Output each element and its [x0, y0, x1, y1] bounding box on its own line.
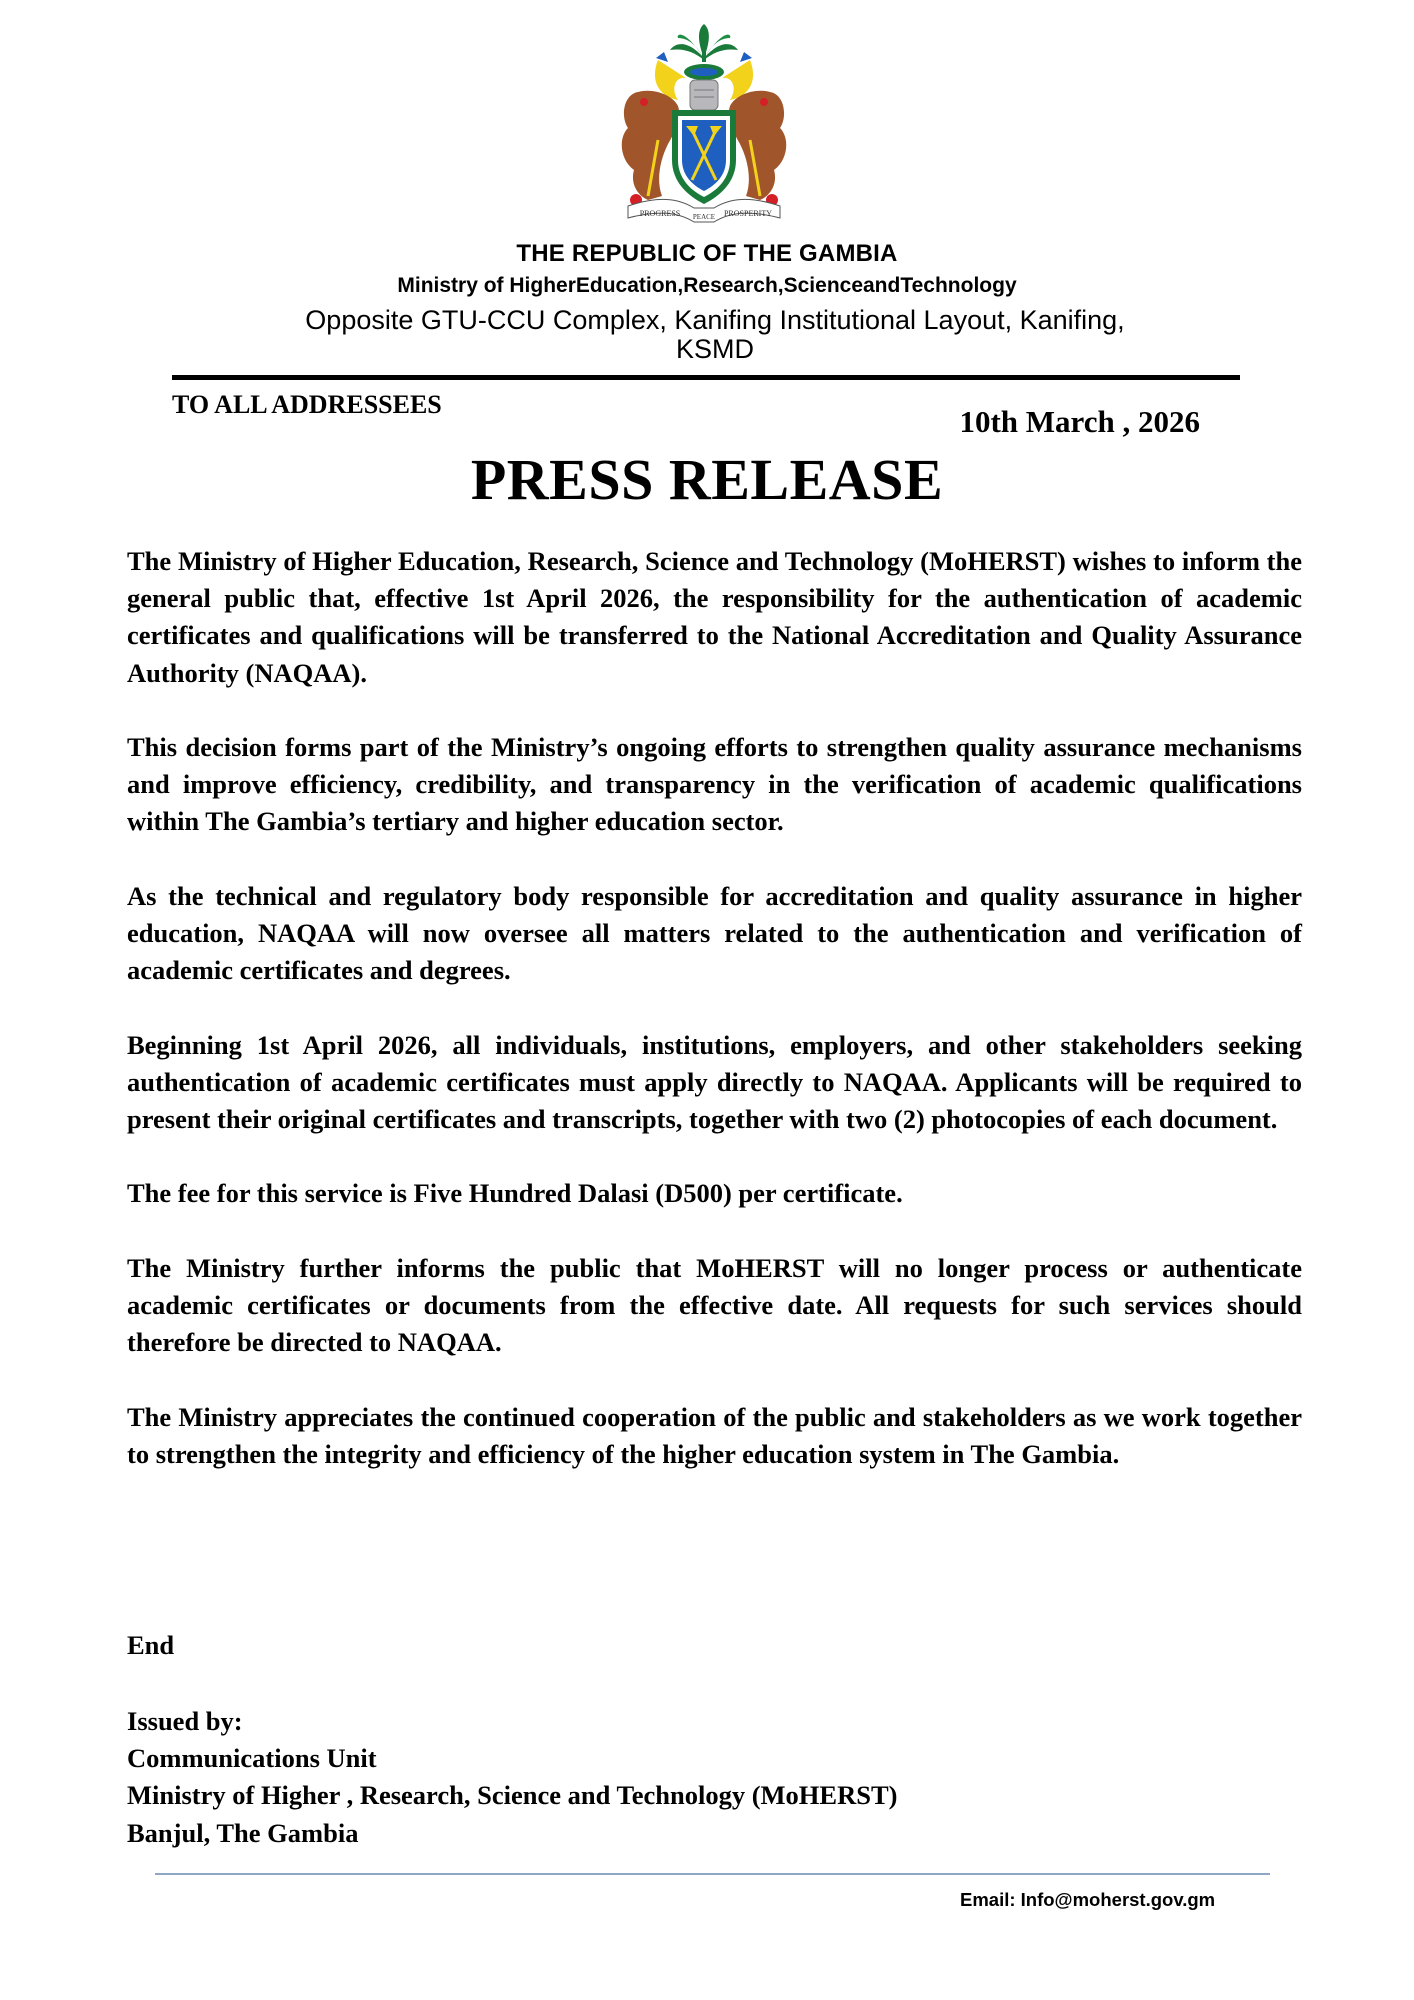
address-line-2: KSMD [675, 334, 754, 364]
end-marker: End [127, 1630, 175, 1660]
motto-prosperity: PROSPERITY [723, 209, 773, 218]
issuing-unit: Communications Unit [127, 1743, 377, 1774]
paragraph: As the technical and regulatory body responsible for accreditation and quality assurance in higher education, NAQAA will now oversee all matters related to the authentication and verification of academic certificates and degrees. [127, 880, 1302, 986]
letterhead-ministry: Ministry of HigherEducation,Research,ScienceandTechnology [397, 274, 1017, 297]
motto-progress: PROGRESS [639, 209, 681, 218]
paragraph: The fee for this service is Five Hundred Dalasi (D500) per certificate. [127, 1178, 903, 1209]
paragraph: This decision forms part of the Ministry’s ongoing efforts to strengthen quality assurance mechanisms and improve efficiency, credibility, and transparency in the verification of academic qualifications within The Gambia’s tertiary and higher education sector. [127, 732, 1302, 837]
paragraph: Beginning 1st April 2026, all individuals, institutions, employers, and other stakeholders seeking authentication of academic certificates must apply directly to NAQAA. Applicants will be required to present their original certificates and transcripts, together with two (2) photocopies of each document. [127, 1029, 1302, 1134]
paragraph: The Ministry of Higher Education, Research, Science and Technology (MoHERST) wishes to inform the general public that, effective 1st April 2026, the responsibility for the authentication of academic certificates and qualifications will be transferred to the National Accreditation and Quality Assurance Authority (NAQAA). [127, 546, 1302, 688]
addressees-label: TO ALL ADDRESSEES [172, 390, 442, 419]
issuing-location: Banjul, The Gambia [127, 1817, 359, 1848]
issuing-ministry: Ministry of Higher , Research, Science and Technology (MoHERST) [127, 1780, 898, 1811]
coat-of-arms-logo [598, 20, 810, 232]
issued-by-block [127, 1703, 897, 1852]
paragraph: The Ministry further informs the public that MoHERST will no longer process or authenticate academic certificates or documents from the effective date. All requests for such services should therefore be directed to NAQAA. [127, 1252, 1302, 1358]
press-release-body [127, 543, 1302, 1510]
release-date: 10th March , 2026 [959, 404, 1200, 439]
letterhead-title: THE REPUBLIC OF THE GAMBIA [516, 240, 898, 267]
letterhead-divider [172, 375, 1240, 380]
motto-peace: PEACE [692, 213, 716, 221]
footer-email[interactable]: Email: Info@moherst.gov.gm [960, 1889, 1216, 1910]
address-line-1: Opposite GTU-CCU Complex, Kanifing Institutional Layout, Kanifing, [305, 305, 1125, 335]
footer-divider [155, 1873, 1270, 1875]
palm-crest [670, 24, 738, 62]
letterhead-address [240, 306, 1190, 364]
document-title: PRESS RELEASE [470, 447, 944, 512]
paragraph: The Ministry appreciates the continued cooperation of the public and stakeholders as we work together to strengthen the integrity and efficiency of the higher education system in The Gambia. [127, 1401, 1302, 1469]
issued-by-label: Issued by: [127, 1706, 243, 1736]
coat-of-arms-icon [598, 20, 810, 232]
